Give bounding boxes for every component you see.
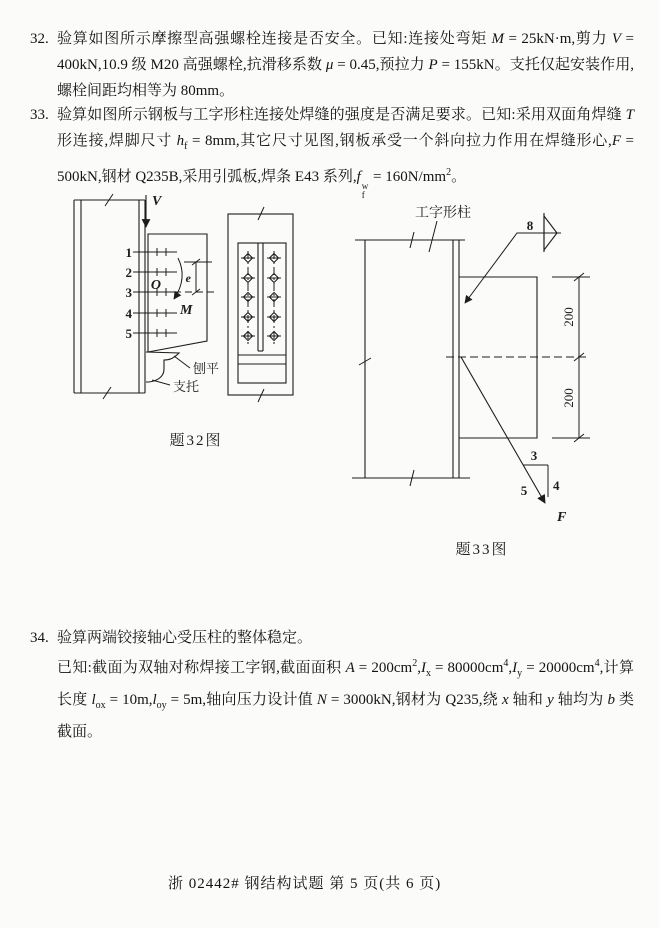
question-32: [30, 26, 634, 104]
weld-callout: [465, 213, 561, 303]
column-label-leader: [429, 221, 437, 252]
figure-32-diagram: [60, 185, 322, 465]
fig32-bolt-rows: [126, 245, 178, 341]
fig32-column: [74, 194, 145, 399]
support-label: 支托: [173, 379, 200, 394]
question-34-text: [57, 625, 634, 745]
force-label: F: [557, 510, 567, 525]
slope-horizontal-label: 3: [530, 448, 538, 463]
eccentricity-label: e: [185, 271, 191, 285]
question-33-number: 33.: [30, 107, 49, 123]
bolt-row-label: 1: [125, 245, 132, 260]
weld-size-label: 8: [526, 218, 534, 233]
bolt-row-label: 5: [125, 326, 132, 341]
figure-33-diagram: [340, 195, 650, 570]
planed-leader: [174, 356, 190, 368]
bolt-row-label: 3: [125, 285, 132, 300]
question-34-line1: 验算两端铰接轴心受压柱的整体稳定。: [57, 630, 313, 646]
moment-label: M: [180, 303, 193, 318]
figure-32: [60, 185, 322, 470]
bolt-row-label: 4: [125, 306, 132, 321]
question-34-given: 已知:截面为双轴对称焊接工字钢,截面面积 $A = 200cm^2,I_x = 80000cm^4,I_y = 20000cm^4$,计算长度 $l_{ox} = 10m,l_{oy} = 5m$,轴向压力设计值 N = 3000kN,钢材为 Q235,绕 x 轴和 y 轴均为 b 类截面。: [57, 658, 634, 740]
support-leader: [152, 380, 170, 385]
question-32-number: 32.: [30, 31, 49, 47]
eccentricity-dimension: [184, 259, 212, 295]
slope-vertical-label: 4: [553, 478, 560, 493]
figure-33-caption: 题33图: [455, 542, 509, 558]
figure-32-caption: 题32图: [169, 433, 223, 449]
planed-label: 刨平: [193, 361, 220, 376]
slope-triangle: [521, 448, 560, 498]
bolt-row-label: 2: [125, 265, 132, 280]
figure-33: [340, 195, 650, 575]
force-arrow: [461, 357, 545, 503]
fig33-column: [352, 232, 470, 486]
moment-arc: [174, 258, 182, 299]
page-footer: 浙 02442# 钢结构试题 第 5 页(共 6 页): [168, 876, 442, 892]
fig32-bolt-pattern-view: [228, 207, 293, 402]
slope-hypotenuse-label: 5: [520, 483, 528, 498]
dim-lower-label: 200: [561, 388, 576, 408]
bolt-symbols: [241, 254, 281, 341]
question-34-number: 34.: [30, 630, 49, 646]
question-32-text: 验算如图所示摩擦型高强螺栓连接是否安全。已知:连接处弯矩 M = 25kN·m,剪力 V = 400kN,10.9 级 M20 高强螺栓,抗滑移系数 μ = 0.45,预拉力 P = 155kN。支托仅起安装作用,螺栓间距均相等为 80mm。: [57, 31, 635, 99]
dim-upper-label: 200: [561, 307, 576, 327]
shear-force-label: V: [152, 194, 162, 209]
question-34: [30, 625, 634, 745]
column-label: 工字形柱: [415, 206, 471, 221]
question-33-text: 验算如图所示钢板与工字形柱连接处焊缝的强度是否满足要求。已知:采用双面角焊缝 T 形连接,焊脚尺寸 $h_f = 8mm$,其它尺寸见图,钢板承受一个斜向拉力作用在焊缝形心,F = 500kN,钢材 Q235B,采用引弧板,焊条 E43 系列,f w f = $160N/mm^2$。: [57, 107, 634, 200]
centroid-label: O: [150, 278, 161, 293]
